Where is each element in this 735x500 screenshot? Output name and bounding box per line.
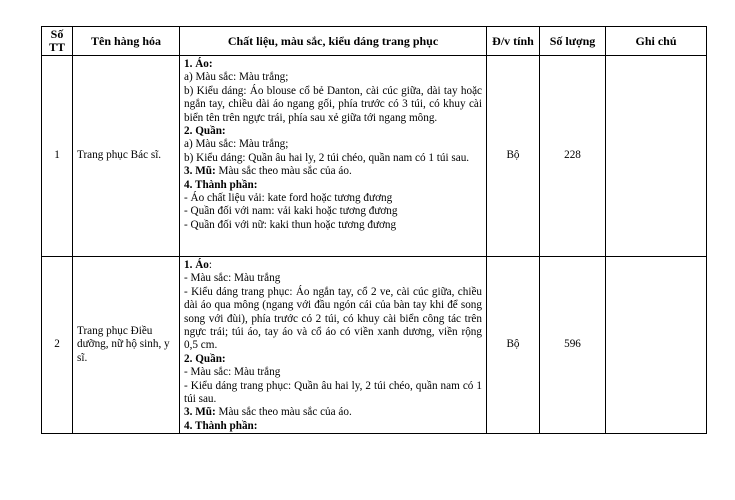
description-line: - Kiểu dáng trang phục: Áo ngắn tay, cổ 2 ve, cài cúc giữa, chiều dài áo qua mông (ngang với đầu ngón cái của bàn tay khi để song song với đùi), phía trước có 2 túi, có khuy cài biển công tác trên ngực trái; túi áo, tay áo và cổ áo có viền xanh dương, viền rộng 0,5 cm. bbox=[184, 285, 482, 352]
cell-qty: 228 bbox=[540, 56, 606, 257]
section-heading bbox=[184, 125, 482, 138]
section-heading bbox=[184, 420, 482, 433]
header-unit: Đ/v tính bbox=[487, 27, 540, 56]
section-heading-text: 2. Quần: bbox=[184, 125, 226, 138]
section-inline-text: Màu sắc theo màu sắc của áo. bbox=[215, 406, 352, 419]
cell-name: Trang phục Bác sĩ. bbox=[73, 56, 180, 257]
section-heading-text: 1. Áo bbox=[184, 259, 209, 271]
section-heading-text: 4. Thành phần: bbox=[184, 178, 258, 191]
description-line: b) Kiểu dáng: Áo blouse cổ bẻ Danton, cài cúc giữa, dài tay hoặc ngắn tay, chiều dài áo ngang gối, phía trước có 3 túi, có khuy cài biển tên trên ngực trái, phía sau xẻ giữa tới ngang mông. bbox=[184, 84, 482, 124]
cell-stt: 1 bbox=[42, 56, 73, 257]
goods-table bbox=[41, 26, 707, 434]
cell-unit: Bộ bbox=[487, 257, 540, 434]
description-line: - Màu sắc: Màu trắng bbox=[184, 272, 281, 285]
header-row bbox=[42, 27, 707, 56]
header-material: Chất liệu, màu sắc, kiểu dáng trang phục bbox=[180, 27, 487, 56]
table-row bbox=[42, 257, 707, 434]
description-line: a) Màu sắc: Màu trắng; bbox=[184, 71, 289, 84]
cell-name: Trang phục Điều dưỡng, nữ hộ sinh, y sĩ. bbox=[73, 257, 180, 434]
description-line: - Quần đối với nữ: kaki thun hoặc tương đương bbox=[184, 218, 397, 231]
section-heading bbox=[184, 406, 482, 419]
header-qty: Số lượng bbox=[540, 27, 606, 56]
description-line: - Màu sắc: Màu trắng bbox=[184, 366, 281, 379]
section-inline-text: Màu sắc theo màu sắc của áo. bbox=[215, 165, 352, 178]
cell-stt: 2 bbox=[42, 257, 73, 434]
description-line: b) Kiểu dáng: Quần âu hai ly, 2 túi chéo, quần nam có 1 túi sau. bbox=[184, 151, 470, 164]
header-note: Ghi chú bbox=[606, 27, 707, 56]
cell-material bbox=[180, 56, 487, 257]
cell-note bbox=[606, 257, 707, 434]
description-line: - Kiểu dáng trang phục: Quần âu hai ly, 2 túi chéo, quần nam có 1 túi sau. bbox=[184, 379, 482, 406]
section-heading-text: 1. Áo: bbox=[184, 58, 213, 70]
cell-qty: 596 bbox=[540, 257, 606, 434]
section-inline-text: : bbox=[208, 259, 212, 271]
section-heading-text: 3. Mũ: bbox=[184, 165, 216, 178]
section-heading-text: 4. Thành phần: bbox=[184, 419, 258, 432]
section-heading-text: 2. Quần: bbox=[184, 352, 226, 365]
cell-material bbox=[180, 257, 487, 434]
header-name: Tên hàng hóa bbox=[73, 27, 180, 56]
table-row bbox=[42, 56, 707, 257]
cell-unit: Bộ bbox=[487, 56, 540, 257]
section-heading bbox=[184, 165, 482, 178]
description-line: - Quần đối với nam: vải kaki hoặc tương đương bbox=[184, 205, 398, 218]
section-heading bbox=[184, 259, 482, 272]
section-heading bbox=[184, 58, 482, 71]
description-line: - Áo chất liệu vải: kate ford hoặc tương đương bbox=[184, 192, 393, 205]
section-heading bbox=[184, 353, 482, 366]
cell-note bbox=[606, 56, 707, 257]
section-heading bbox=[184, 179, 482, 192]
section-heading-text: 3. Mũ: bbox=[184, 406, 216, 419]
header-stt: Số TT bbox=[42, 27, 73, 56]
description-line: a) Màu sắc: Màu trắng; bbox=[184, 138, 289, 151]
